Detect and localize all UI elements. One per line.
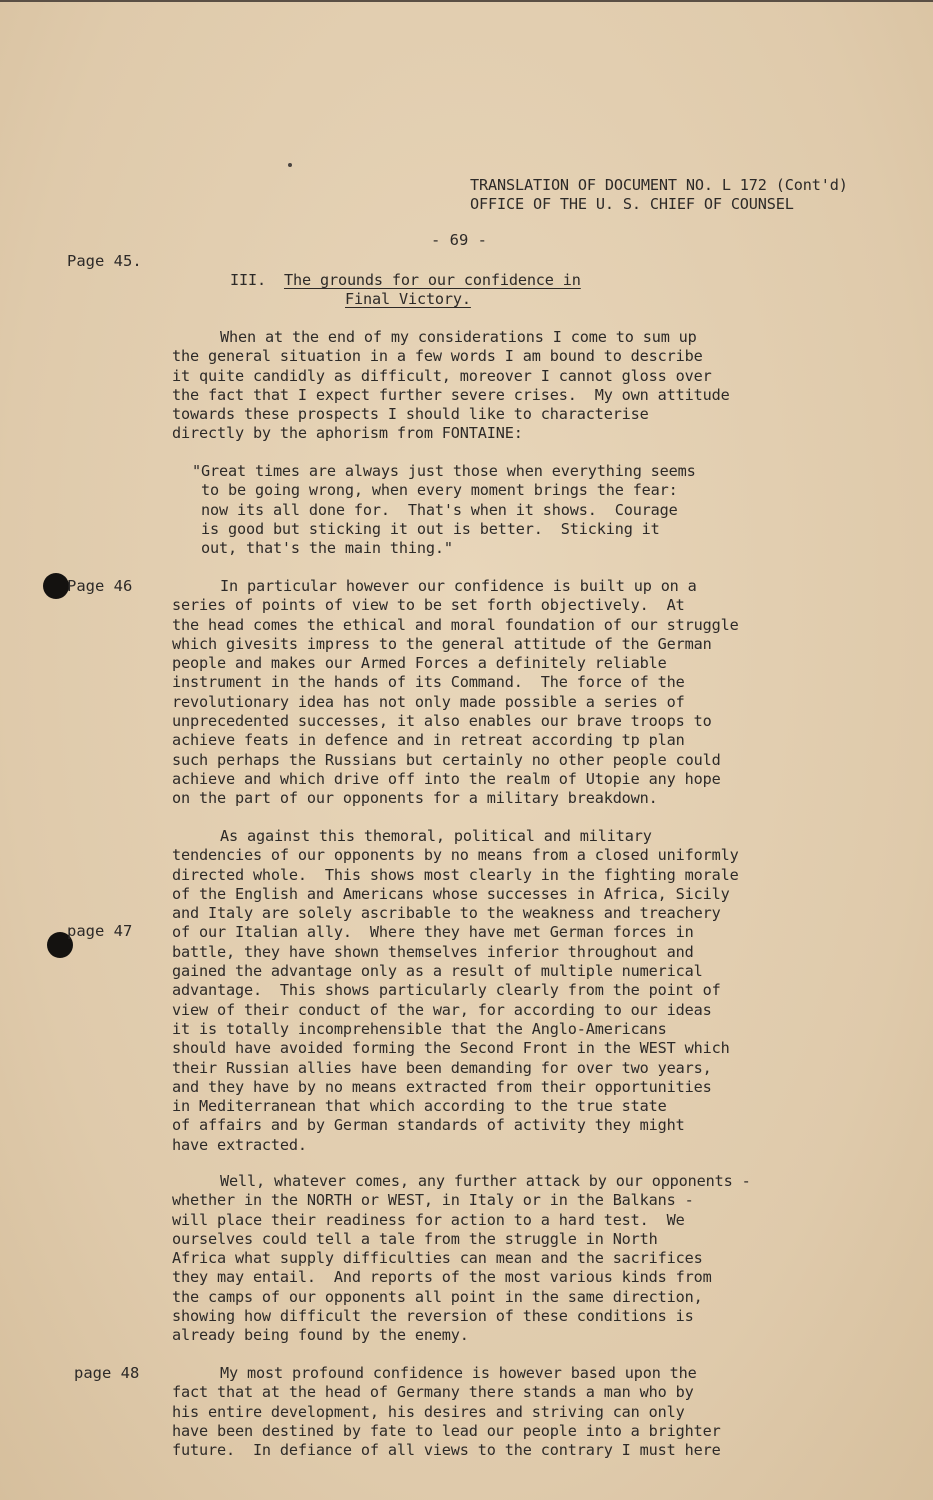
page-number: - 69 - [431, 231, 487, 249]
paragraph-5: My most profound confidence is however based upon the fact that at the head of Germany there stands a man who by his entire development, his desires and striving can only have been destined by fate to lead our people into a brighter future. In defiance of all views to the contrary I must here [172, 1364, 721, 1460]
document-header [470, 176, 848, 215]
paragraph-3: As against this themoral, political and military tendencies of our opponents by no means from a closed uniformly directed whole. This shows most clearly in the fighting morale of the English and Americans whose successes in Africa, Sicily and Italy are solely ascribable to the weakness and treachery of our Italian ally. Where they have met German forces in battle, they have shown themselves inferior throughout and gained the advantage only as a result of multiple numerical advantage. This shows particularly clearly from the point of view of their conduct of the war, for according to our ideas it is totally incomprehensible that the Anglo-Americans should have avoided forming the Second Front in the WEST which their Russian allies have been demanding for over two years, and they have by no means extracted from their opportunities in Mediterranean that which according to the true state of affairs and by German standards of activity they might have extracted. [172, 827, 739, 1154]
header-line-1: TRANSLATION OF DOCUMENT NO. L 172 (Cont'd) [470, 176, 848, 194]
section-title-line-2: Final Victory. [345, 290, 471, 309]
margin-label-page-48: page 48 [74, 1364, 140, 1382]
ink-speck [288, 163, 292, 167]
header-line-2: OFFICE OF THE U. S. CHIEF OF COUNSEL [470, 195, 794, 214]
section-numeral: III. [230, 271, 266, 289]
fontaine-quote: "Great times are always just those when everything seems to be going wrong, when every moment brings the fear: now its all done for. That's when it shows. Courage is good but sticking it out is better. Sticking it out, that's the main thing." [192, 462, 696, 558]
margin-label-page-45: Page 45. [67, 252, 142, 270]
paragraph-1: When at the end of my considerations I come to sum up the general situation in a few words I am bound to describe it quite candidly as difficult, moreover I cannot gloss over the fact that I expect further severe crises. My own attitude towards these prospects I should like to characterise directly by the aphorism from FONTAINE: [172, 328, 730, 443]
paragraph-2: In particular however our confidence is built up on a series of points of view to be set forth objectively. At the head comes the ethical and moral foundation of our struggle which givesits impress to the general attitude of the German people and makes our Armed Forces a definitely reliable instrument in the hands of its Command. The force of the revolutionary idea has not only made possible a series of unprecedented successes, it also enables our brave troops to achieve feats in defence and in retreat according tp plan such perhaps the Russians but certainly no other people could achieve and which drive off into the realm of Utopie any hope on the part of our opponents for a military breakdown. [172, 577, 739, 808]
punch-hole [43, 573, 69, 599]
scan-edge [0, 0, 933, 2]
margin-label-page-47: page 47 [67, 922, 133, 940]
section-title [230, 271, 581, 310]
margin-label-page-46: Page 46 [67, 577, 133, 595]
section-title-line-1: The grounds for our confidence in [283, 271, 581, 289]
paragraph-4: Well, whatever comes, any further attack by our opponents - whether in the NORTH or WEST, in Italy or in the Balkans - will place their readiness for action to a hard test. We ourselves could tell a tale from the struggle in North Africa what supply difficulties can mean and the sacrifices they may entail. And reports of the most various kinds from the camps of our opponents all point in the same direction, showing how difficult the reversion of these conditions is already being found by the enemy. [172, 1172, 751, 1345]
